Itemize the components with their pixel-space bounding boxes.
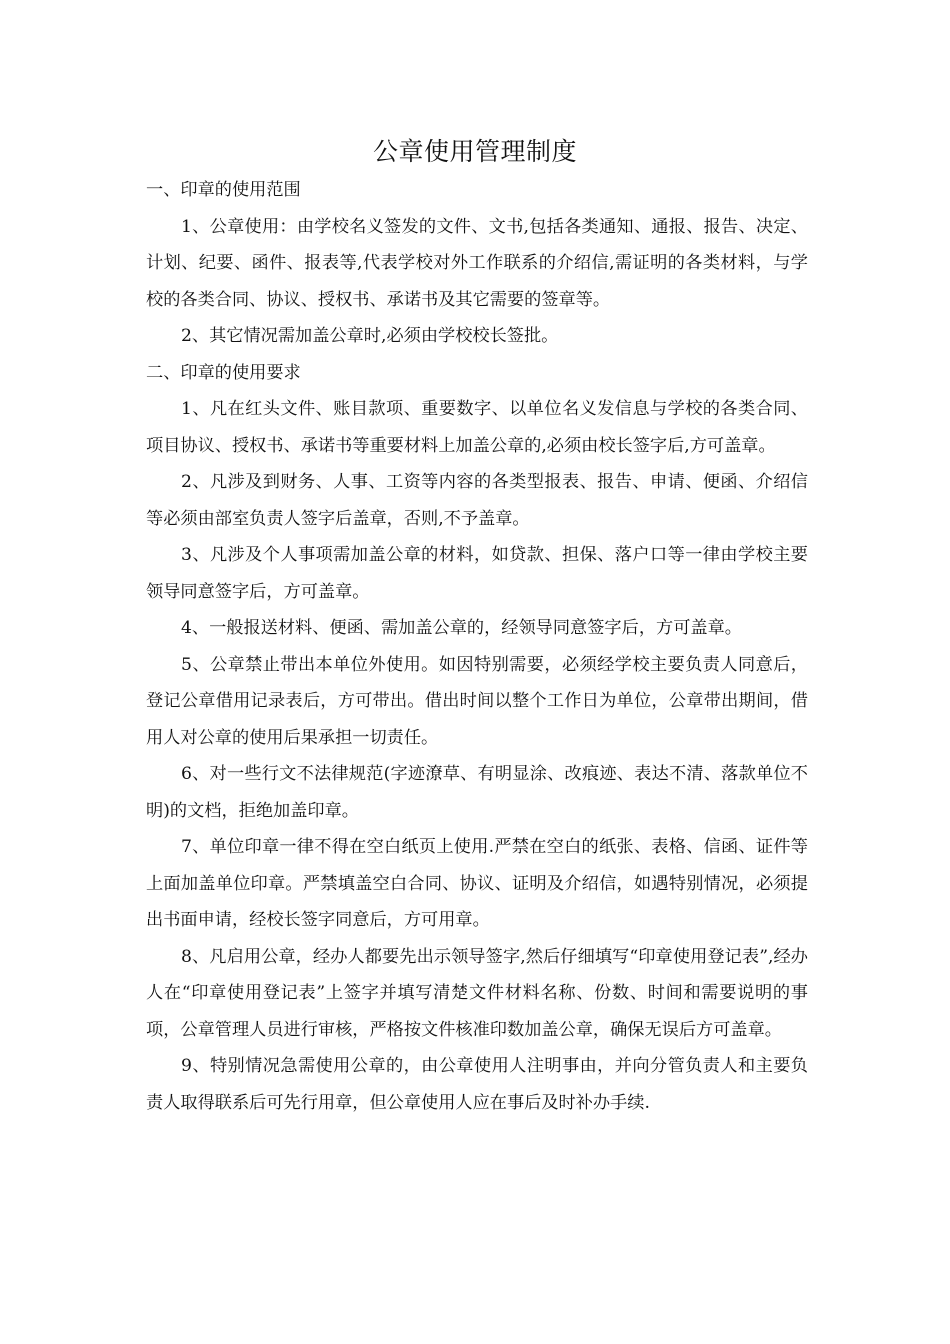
paragraph: 5、公章禁止带出本单位外使用。如因特别需要，必须经学校主要负责人同意后，登记公章借用记录表后，方可带出。借出时间以整个工作日为单位，公章带出期间，借用人对公章的使用后果承担一切责任。 [146,654,808,748]
paragraph: 9、特别情况急需使用公章的，由公章使用人注明事由，并向分管负责人和主要负责人取得联系后可先行用章，但公章使用人应在事后及时补办手续. [146,1056,808,1113]
paragraph: 1、凡在红头文件、账目款项、重要数字、以单位名义发信息与学校的各类合同、项目协议、授权书、承诺书等重要材料上加盖公章的,必须由校长签字后,方可盖章。 [146,399,808,456]
section-heading: 一、印章的使用范围 [146,180,301,200]
section-usage-requirements [146,355,808,1122]
paragraph: 4、一般报送材料、便函、需加盖公章的，经领导同意签字后，方可盖章。 [181,618,742,638]
section-usage-scope [146,172,808,355]
paragraph: 2、其它情况需加盖公章时,必须由学校校长签批。 [181,326,559,346]
paragraph: 3、凡涉及个人事项需加盖公章的材料，如贷款、担保、落户口等一律由学校主要领导同意签字后，方可盖章。 [146,545,808,602]
paragraph: 1、公章使用：由学校名义签发的文件、文书,包括各类通知、通报、报告、决定、计划、纪要、函件、报表等,代表学校对外工作联系的介绍信,需证明的各类材料，与学校的各类合同、协议、授权书、承诺书及其它需要的签章等。 [146,216,808,310]
section-heading: 二、印章的使用要求 [146,362,301,383]
paragraph: 6、对一些行文不法律规范(字迹潦草、有明显涂、改痕迹、表达不清、落款单位不明)的文档，拒绝加盖印章。 [146,764,808,821]
document-title: 公章使用管理制度 [372,137,577,166]
paragraph: 7、单位印章一律不得在空白纸页上使用.严禁在空白的纸张、表格、信函、证件等上面加盖单位印章。严禁填盖空白合同、协议、证明及介绍信，如遇特别情况，必须提出书面申请，经校长签字同意后，方可用章。 [146,837,808,930]
paragraph: 8、凡启用公章，经办人都要先出示领导签字,然后仔细填写“印章使用登记表”,经办人在“印章使用登记表”上签字并填写清楚文件材料名称、份数、时间和需要说明的事项，公章管理人员进行审核，严格按文件核准印数加盖公章，确保无误后方可盖章。 [146,946,808,1040]
paragraph: 2、凡涉及到财务、人事、工资等内容的各类型报表、报告、申请、便函、介绍信等必须由部室负责人签字后盖章，否则,不予盖章。 [146,472,808,529]
document-body [146,172,808,1121]
